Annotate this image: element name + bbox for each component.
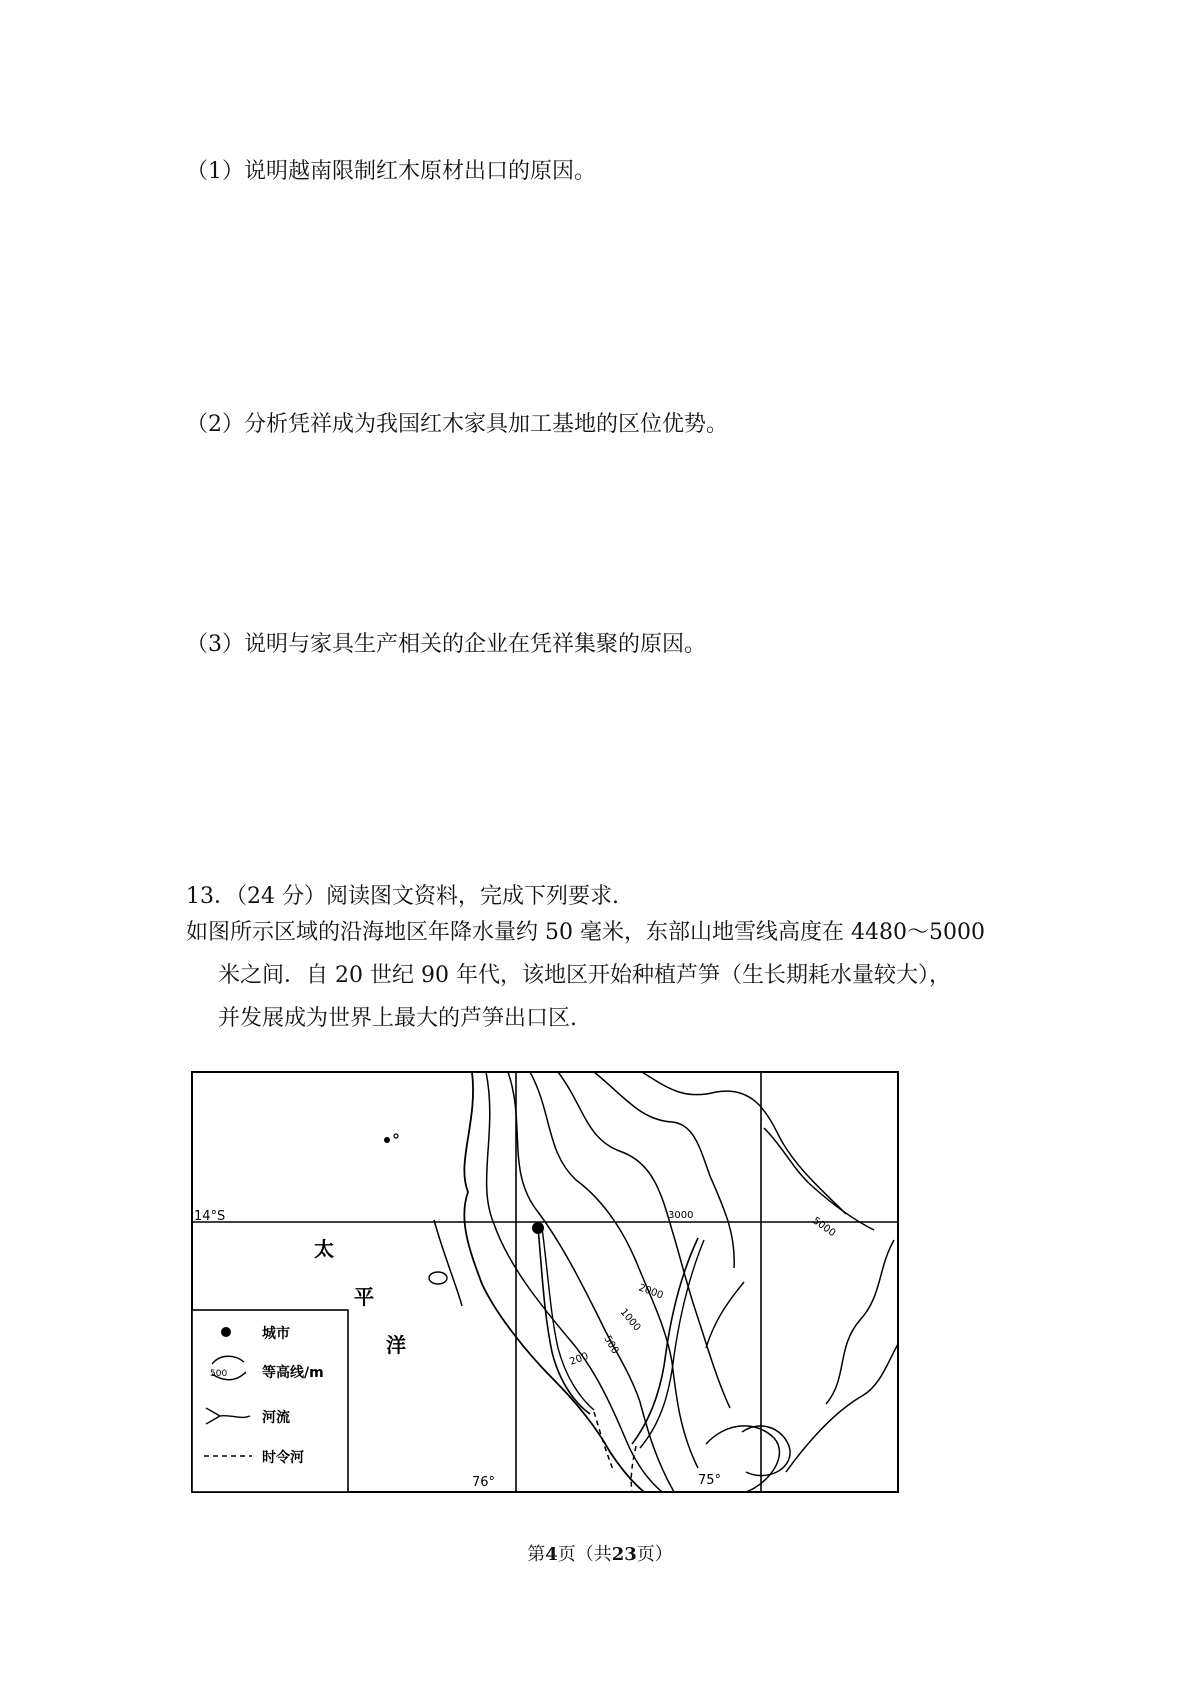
longitude-label-right: 75°: [698, 1473, 722, 1488]
contour-label: 1000: [617, 1306, 643, 1334]
question-2: （2）分析凭祥成为我国红木家具加工基地的区位优势。: [186, 412, 728, 437]
legend-city-symbol: [221, 1327, 231, 1337]
question-13-text-3: 并发展成为世界上最大的芦笋出口区.: [218, 1006, 577, 1031]
page-total: 23: [611, 1544, 637, 1565]
question-1: （1）说明越南限制红木原材出口的原因。: [186, 159, 596, 184]
ocean-label-char-1: 太: [314, 1237, 334, 1261]
contour-label: 3000: [668, 1210, 694, 1221]
legend-seasonal-river-label: 时令河: [262, 1450, 304, 1466]
question-13-text-1: 如图所示区域的沿海地区年降水量约 50 毫米，东部山地雪线高度在 4480～5000: [186, 920, 985, 945]
legend-city-label: 城市: [262, 1326, 290, 1342]
question-13-header: 13．（24 分）阅读图文资料，完成下列要求.: [186, 884, 619, 909]
svg-text:500: 500: [210, 1369, 228, 1379]
ocean-label-char-2: 平: [354, 1285, 374, 1309]
question-3: （3）说明与家具生产相关的企业在凭祥集聚的原因。: [186, 632, 706, 657]
contour-label: 5000: [810, 1215, 838, 1240]
latitude-label: 14°S: [194, 1209, 226, 1224]
contour-label: 500: [601, 1334, 621, 1357]
question-13-text-2: 米之间．自 20 世纪 90 年代，该地区开始种植芦笋（生长期耗水量较大），: [218, 963, 951, 988]
city-marker: [532, 1222, 544, 1234]
legend-river-label: 河流: [262, 1410, 290, 1426]
page-footer: 第4页（共23页）: [527, 1544, 673, 1565]
map-legend: [192, 1310, 348, 1492]
legend-contour-label: 等高线/m: [262, 1365, 324, 1381]
longitude-label-left: 76°: [472, 1475, 496, 1490]
ocean-label-char-3: 洋: [386, 1333, 406, 1357]
topographic-map: [186, 1052, 902, 1522]
page-number: 4: [545, 1544, 558, 1565]
contour-label: 200: [568, 1350, 590, 1368]
contour-label: 2000: [636, 1282, 665, 1302]
